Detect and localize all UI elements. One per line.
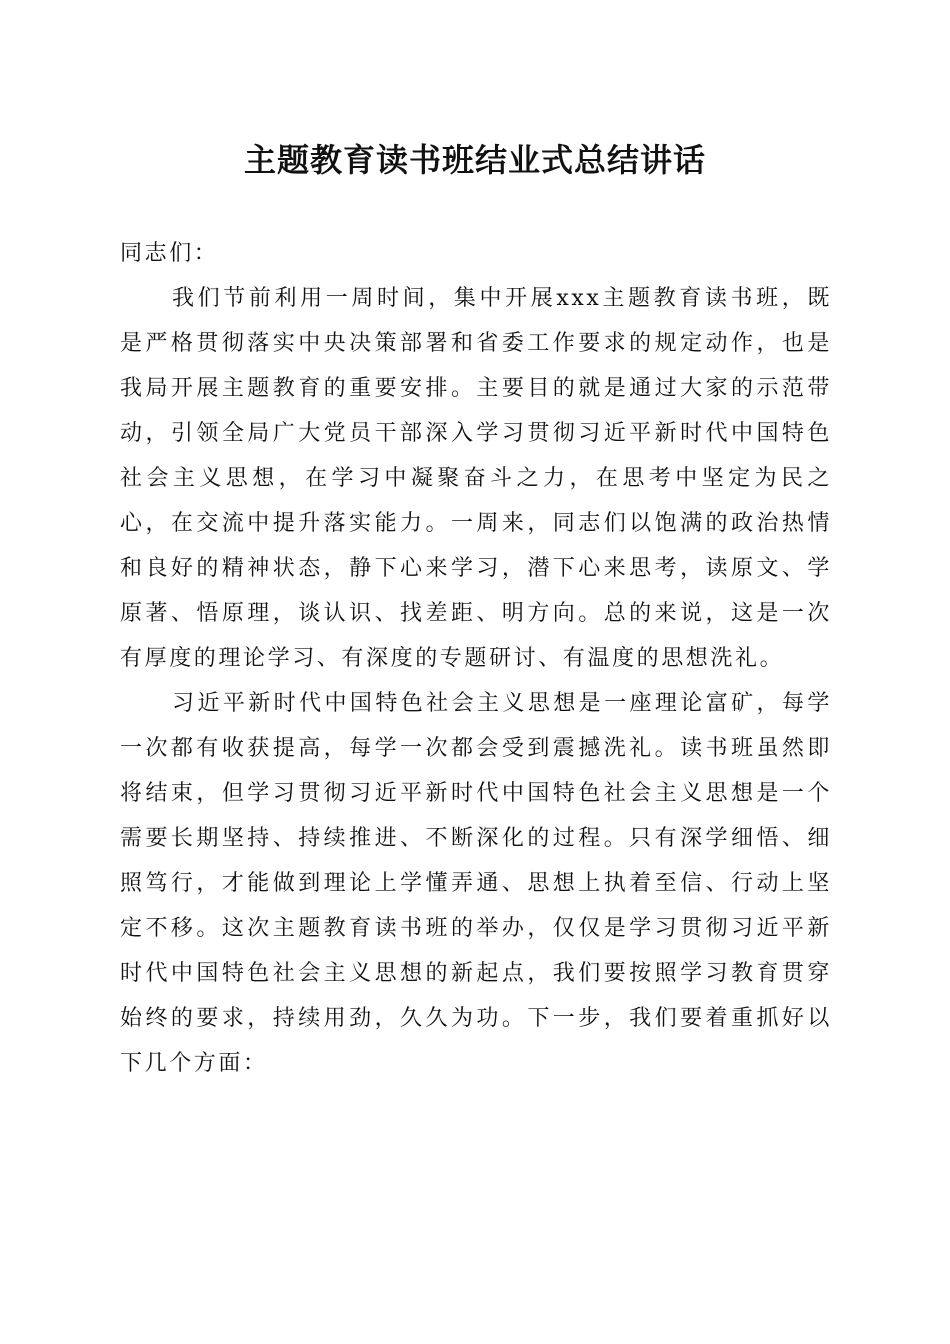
salutation: 同志们： [120,241,219,266]
paragraph-1: 我们节前利用一周时间，集中开展xxx主题教育读书班，既是严格贯彻落实中央决策部署和省委工作要求的规定动作，也是我局开展主题教育的重要安排。主要目的就是通过大家的示范带动，引领全局广大党员干部深入学习贯彻习近平新时代中国特色社会主义思想，在学习中凝聚奋斗之力，在思考中坚定为民之心，在交流中提升落实能力。一周来，同志们以饱满的政治热情和良好的精神状态，静下心来学习，潜下心来思考，读原文、学原著、悟原理，谈认识、找差距、明方向。总的来说，这是一次有厚度的理论学习、有深度的专题研讨、有温度的思想洗礼。 [120,286,832,671]
paragraph-2: 习近平新时代中国特色社会主义思想是一座理论富矿，每学一次都有收获提高，每学一次都会受到震撼洗礼。读书班虽然即将结束，但学习贯彻习近平新时代中国特色社会主义思想是一个需要长期坚持、持续推进、不断深化的过程。只有深学细悟、细照笃行，才能做到理论上学懂弄通、思想上执着至信、行动上坚定不移。这次主题教育读书班的举办，仅仅是学习贯彻习近平新时代中国特色社会主义思想的新起点，我们要按照学习教育贯穿始终的要求，持续用劲，久久为功。下一步，我们要着重抓好以下几个方面： [120,691,832,1076]
document-body [120,231,832,1086]
document-title: 主题教育读书班结业式总结讲话 [243,141,706,179]
